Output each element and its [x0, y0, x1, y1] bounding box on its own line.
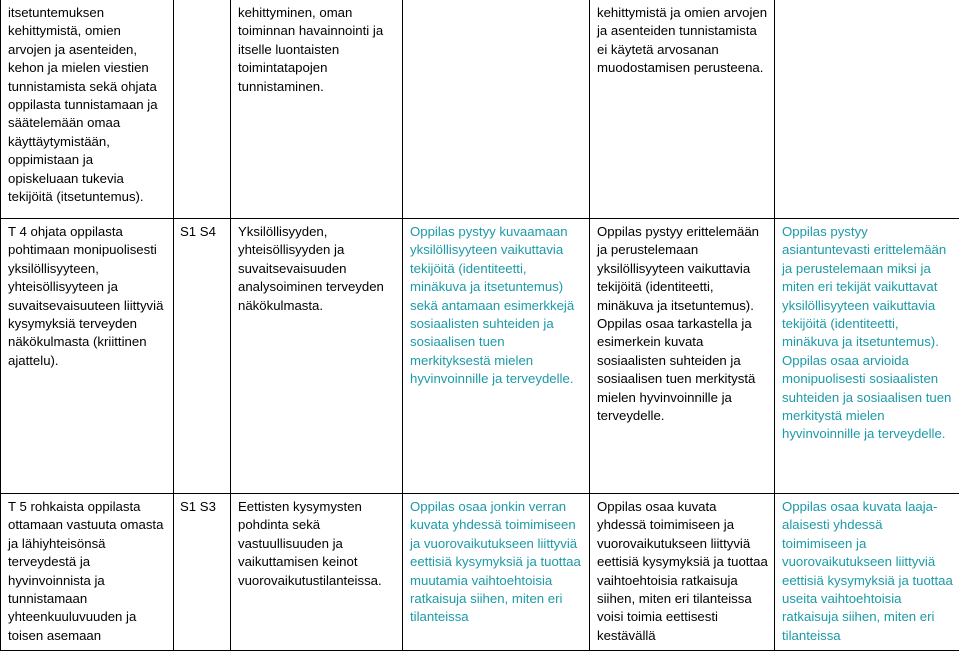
criteria-grade5-cell: [403, 0, 590, 219]
content-text: kehittyminen, oman toiminnan havainnointi ja itselle luontaisten toimintatapojen tunnistaminen.: [238, 5, 384, 94]
content-cell: [231, 0, 403, 219]
table-row: [1, 494, 959, 651]
criteria-grade8-cell: [590, 0, 775, 219]
criteria-grade8-cell: [590, 494, 775, 651]
content-area-cell: [174, 494, 231, 651]
table-row: [1, 219, 959, 494]
criteria-grade5-text: Oppilas osaa jonkin verran kuvata yhdessä toimimiseen ja vuorovaikutukseen liittyviä eettisiä kysymyksiä ja tuottaa muutamia vaihtoehtoisia ratkaisuja siihen, miten eri tilanteissa: [410, 499, 581, 625]
criteria-grade10-cell: [775, 219, 959, 494]
criteria-grade5-cell: [403, 219, 590, 494]
criteria-grade10-text: Oppilas pystyy asiantuntevasti erittelemään ja perustelemaan miksi ja miten eri tekijät vaikuttavat yksilöllisyyteen vaikuttavia tekijöitä (identiteetti, minäkuva ja itsetuntemus). Oppilas osaa arvioida monipuolisesti sosiaalisten suhteiden ja sosiaalisen tuen merkitystä mielen hyvinvoinnille ja terveydelle.: [782, 224, 952, 442]
content-area-text: S1 S3: [180, 499, 216, 514]
goal-text: T 4 ohjata oppilasta pohtimaan monipuolisesti yksilöllisyyteen, yhteisöllisyyteen ja suvaitsevaisuuteen liittyviä kysymyksiä terveyden näkökulmasta (kriittinen ajattelu).: [8, 224, 164, 368]
goal-cell: [1, 0, 174, 219]
content-cell: [231, 219, 403, 494]
content-area-cell: [174, 219, 231, 494]
criteria-grade8-text: kehittymistä ja omien arvojen ja asenteiden tunnistamista ei käytetä arvosanan muodostamisen perusteena.: [597, 5, 768, 76]
criteria-grade5-cell: [403, 494, 590, 651]
table-row: [1, 0, 959, 219]
goal-cell: [1, 494, 174, 651]
goal-cell: [1, 219, 174, 494]
content-area-cell: [174, 0, 231, 219]
criteria-grade10-text: Oppilas osaa kuvata laaja-alaisesti yhdessä toimimiseen ja vuorovaikutukseen liittyviä eettisiä kysymyksiä ja tuottaa useita vaihtoehtoisia ratkaisuja siihen, miten eri tilanteissa: [782, 499, 953, 643]
content-text: Eettisten kysymysten pohdinta sekä vastuullisuuden ja vaikuttamisen keinot vuorovaikutustilanteissa.: [238, 499, 382, 588]
criteria-grade8-text: Oppilas osaa kuvata yhdessä toimimiseen ja vuorovaikutukseen liittyviä eettisiä kysymyksiä ja tuottaa vaihtoehtoisia ratkaisuja siihen, miten eri tilanteissa voisi toimia eettisesti kestävällä: [597, 499, 768, 643]
content-text: Yksilöllisyyden, yhteisöllisyyden ja suvaitsevaisuuden analysoiminen terveyden näkökulmasta.: [238, 224, 384, 313]
content-area-text: S1 S4: [180, 224, 216, 239]
criteria-grade8-text: Oppilas pystyy erittelemään ja perustelemaan yksilöllisyyteen vaikuttavia tekijöitä (identiteetti, minäkuva ja itsetuntemus). Oppilas osaa tarkastella ja esimerkein kuvata sosiaalisten suhteiden ja sosiaalisen tuen merkitystä mielen hyvinvoinnille ja terveydelle.: [597, 224, 759, 424]
criteria-grade10-cell: [775, 0, 959, 219]
criteria-grade8-cell: [590, 219, 775, 494]
goal-text: itsetuntemuksen kehittymistä, omien arvojen ja asenteiden, kehon ja mielen viestien tunnistamista sekä ohjata oppilasta tunnistamaan ja säätelemään omaa käyttäytymistään, oppimistaan ja opiskeluaan tukevia tekijöitä (itsetuntemus).: [8, 5, 158, 205]
goal-text: T 5 rohkaista oppilasta ottamaan vastuuta omasta ja lähiyhteisönsä terveydestä ja hyvinvoinnista ja tunnistamaan yhteenkuuluvuuden ja toisen asemaan: [8, 499, 164, 643]
content-cell: [231, 494, 403, 651]
criteria-grade10-cell: [775, 494, 959, 651]
criteria-grade5-text: Oppilas pystyy kuvaamaan yksilöllisyyteen vaikuttavia tekijöitä (identiteetti, minäkuva ja itsetuntemus) sekä antamaan esimerkkejä sosiaalisten suhteiden ja sosiaalisen tuen merkityksestä mielen hyvinvoinnille ja terveydelle.: [410, 224, 575, 387]
